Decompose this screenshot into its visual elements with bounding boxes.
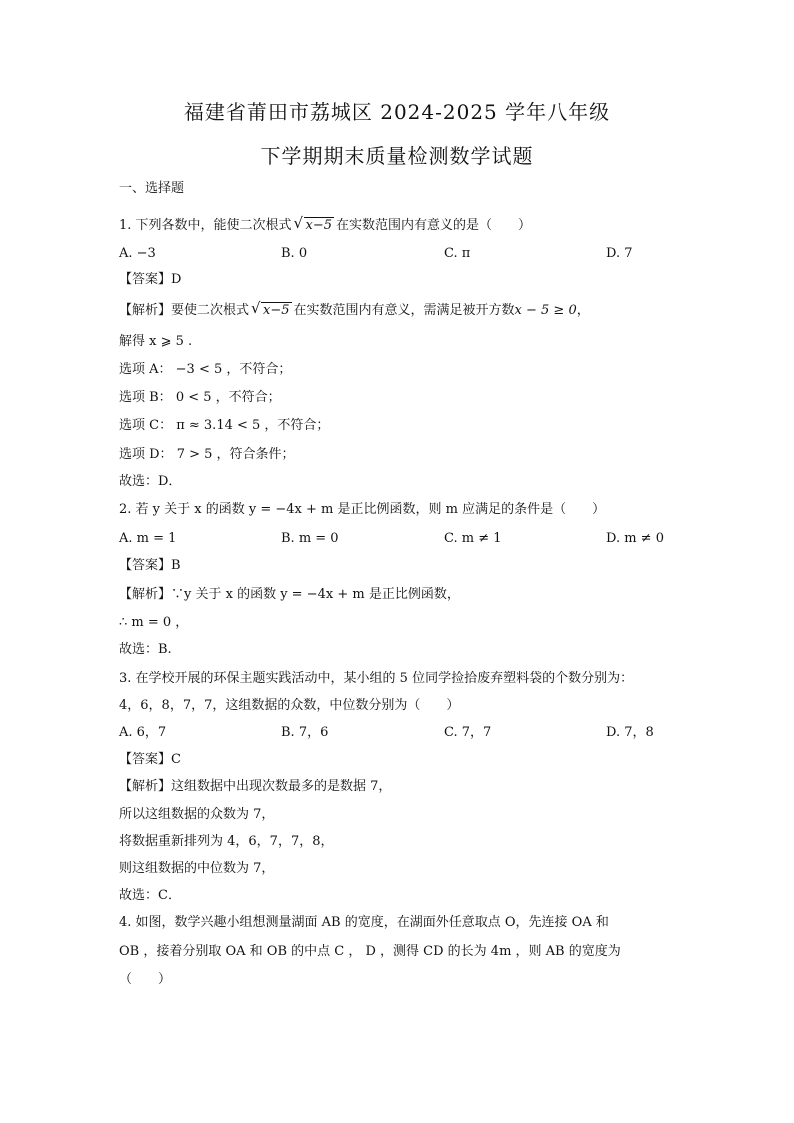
q3-analysis-line1: 【解析】这组数据中出现次数最多的是数据 7， xyxy=(119,779,392,794)
q2-option-d: D. m ≠ 0 xyxy=(606,531,664,546)
q1-analysis-d: ， xyxy=(576,303,590,318)
q1-option-b: B. 0 xyxy=(281,246,308,261)
q3-option-d: D. 7，8 xyxy=(606,725,654,740)
q1-radicand: x−5 xyxy=(305,218,333,233)
q1-option-d: D. 7 xyxy=(606,246,633,261)
q1-solve: 解得 x ⩾ 5 . xyxy=(119,334,193,349)
q4-stem-line1: 4. 如图，数学兴趣小组想测量湖面 AB 的宽度，在湖面外任意取点 O，先连接 OA 和 xyxy=(119,915,609,930)
q3-option-a: A. 6，7 xyxy=(119,725,167,740)
q1-analysis-inequality: x − 5 ≥ 0 xyxy=(514,303,577,318)
q1-analysis-radicand: x−5 xyxy=(263,303,290,318)
doc-title-line1: 福建省莆田市荔城区 2024-2025 学年八年级 xyxy=(183,100,611,124)
q2-option-c: C. m ≠ 1 xyxy=(444,531,502,546)
q3-stem-line2: 4，6，8，7，7，这组数据的众数，中位数分别为（ ） xyxy=(119,698,460,713)
q2-answer: 【答案】B xyxy=(119,558,181,573)
q1-step-d: 选项 D： 7 > 5 ，符合条件； xyxy=(119,447,295,462)
q2-option-a: A. m = 1 xyxy=(119,531,177,546)
q3-stem-line1: 3. 在学校开展的环保主题实践活动中，某小组的 5 位同学捡拾废弃塑料袋的个数分别为： xyxy=(119,671,634,686)
q1-stem-a: 1. 下列各数中，能使二次根式 xyxy=(119,218,292,233)
q1-sqrt-expression xyxy=(293,214,335,235)
q1-analysis-sqrt xyxy=(251,299,292,320)
doc-title-line2: 下学期期末质量检测数学试题 xyxy=(260,144,534,168)
q4-stem-line3: （ ） xyxy=(119,972,172,987)
q1-analysis xyxy=(119,299,590,320)
section-heading: 一、选择题 xyxy=(119,181,185,196)
q2-analysis: 【解析】∵y 关于 x 的函数 y = −4x + m 是正比例函数， xyxy=(119,587,460,602)
q2-option-b: B. m = 0 xyxy=(281,531,339,546)
q1-answer: 【答案】D xyxy=(119,272,182,287)
q2-stem: 2. 若 y 关于 x 的函数 y = −4x + m 是正比例函数，则 m 应满足的条件是（ ） xyxy=(119,502,606,517)
q1-choose: 故选：D． xyxy=(119,474,182,489)
q3-analysis-line3: 将数据重新排列为 4，6，7，7，8， xyxy=(119,834,334,849)
radical-sign-icon: √ xyxy=(251,299,261,317)
q1-analysis-a: 【解析】要使二次根式 xyxy=(119,303,250,318)
q3-analysis-line4: 则这组数据的中位数为 7， xyxy=(119,861,275,876)
q1-step-c: 选项 C： π ≈ 3.14 < 5 ，不符合； xyxy=(119,418,330,433)
radical-sign-icon: √ xyxy=(293,214,304,232)
q2-therefore: ∴ m = 0 ， xyxy=(119,615,189,630)
q3-choose: 故选：C． xyxy=(119,888,181,903)
q3-answer: 【答案】C xyxy=(119,752,181,767)
q1-option-a: A. −3 xyxy=(119,246,156,261)
q3-analysis-line2: 所以这组数据的众数为 7， xyxy=(119,807,275,822)
q3-option-b: B. 7，6 xyxy=(281,725,329,740)
q4-stem-line2: OB ，接着分别取 OA 和 OB 的中点 C ， D ，测得 CD 的长为 4m ，则 AB 的宽度为 xyxy=(119,944,621,959)
q1-stem-b: 在实数范围内有意义的是（ ） xyxy=(336,218,532,233)
q2-choose: 故选：B. xyxy=(119,642,172,657)
q1-analysis-b: 在实数范围内有意义，需满足被开方数 xyxy=(293,303,515,318)
q1-option-c: C. π xyxy=(444,246,471,261)
q1-step-b: 选项 B： 0 < 5 ，不符合； xyxy=(119,390,281,405)
q1-step-a: 选项 A： −3 < 5 ，不符合； xyxy=(119,362,292,377)
q3-option-c: C. 7，7 xyxy=(444,725,492,740)
q1-stem xyxy=(119,214,532,235)
